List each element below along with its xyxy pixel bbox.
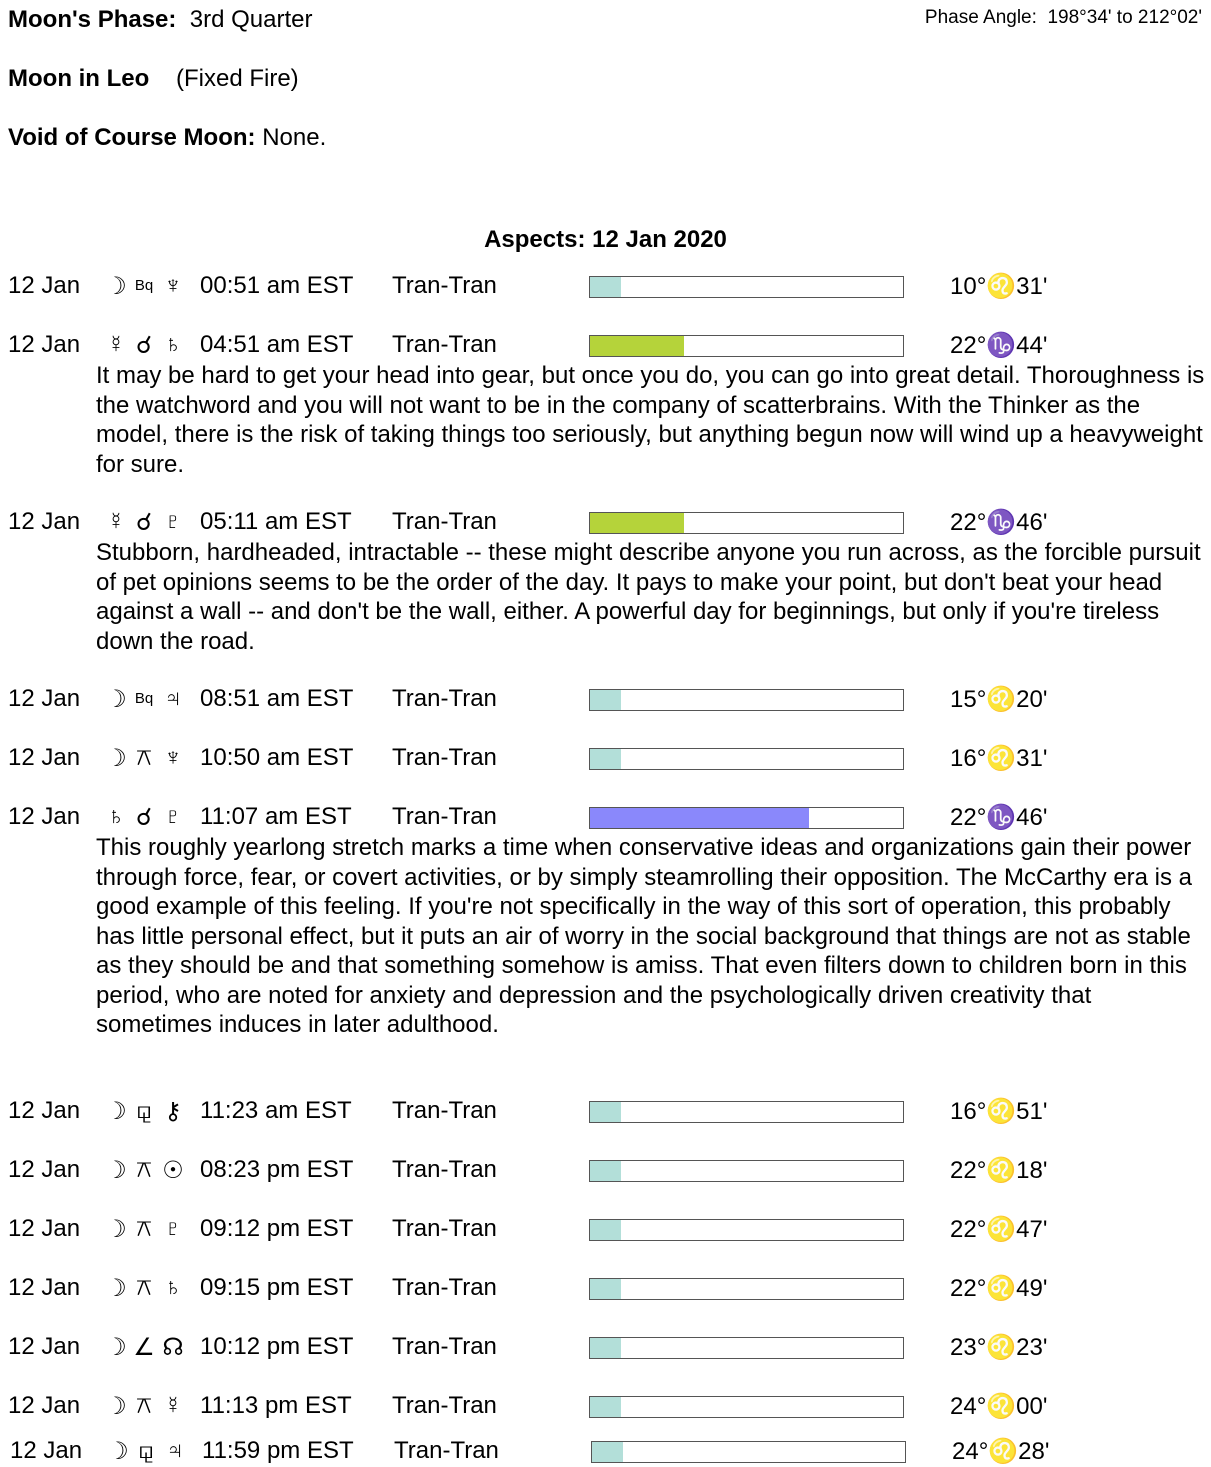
chiron-icon: ⚷: [164, 1098, 182, 1125]
aspect-type: Tran-Tran: [392, 272, 497, 299]
saturn-icon: ♄: [107, 803, 125, 830]
phase-angle: [925, 7, 1202, 29]
aspect-time: 11:23 am EST: [200, 1097, 352, 1124]
aspect-row: [0, 1215, 1211, 1245]
neptune-icon: ♆: [164, 272, 182, 299]
aspect-description: This roughly yearlong stretch marks a time when conservative ideas and organizations gain their power through force, fear, or covert activities, or by simply steamrolling their opposition. The McCarthy era is a good example of this feeling. If you're not specifically in the way of this sort of operation, this probably has little personal effect, but it puts an air of worry in the social background that things are not as stable as they should be and that something somehow is amiss. That even filters down to children born in this period, who are noted for anxiety and depression and the psychologically driven creativity that sometimes induces in later adulthood.: [96, 834, 1193, 1038]
strength-bar: [589, 1337, 904, 1359]
quincunx-icon: ⚻: [136, 1274, 152, 1301]
moon-sign-line: [8, 65, 299, 93]
strength-bar-fill: [590, 277, 621, 297]
aspect-time: 09:15 pm EST: [200, 1274, 354, 1301]
mercury-icon: ☿: [164, 1392, 182, 1419]
moon-phase-value: 3rd Quarter: [189, 6, 313, 33]
quincunx-icon: ⚻: [136, 744, 152, 771]
aspect-row: [0, 508, 1211, 538]
aspect-row: [0, 1274, 1211, 1304]
strength-bar-fill: [590, 513, 684, 533]
aspects-title: Aspects: 12 Jan 2020: [484, 226, 727, 253]
strength-bar-fill: [590, 336, 684, 356]
saturn-icon: ♄: [164, 331, 182, 358]
strength-bar-fill: [590, 1279, 621, 1299]
aspect-type: Tran-Tran: [392, 508, 497, 535]
aspect-position: 24°♌00': [950, 1393, 1048, 1420]
aspect-time: 11:13 pm EST: [200, 1392, 352, 1419]
aspect-type: Tran-Tran: [394, 1437, 499, 1464]
conjunction-icon: ☌: [135, 509, 153, 536]
aspect-date: 12 Jan: [8, 685, 81, 712]
strength-bar: [589, 1396, 904, 1418]
neptune-icon: ♆: [164, 744, 182, 771]
aspect-date: 12 Jan: [8, 331, 81, 358]
aspect-date: 12 Jan: [8, 1215, 81, 1242]
pluto-icon: ♇: [164, 1215, 182, 1242]
aspect-position: 10°♌31': [950, 273, 1048, 300]
aspect-time: 10:50 am EST: [200, 744, 354, 771]
strength-bar: [589, 1101, 904, 1123]
semisquare-icon: ∠: [133, 1334, 155, 1361]
strength-bar-fill: [590, 1220, 621, 1240]
aspect-type: Tran-Tran: [392, 1274, 497, 1301]
aspect-position: 23°♌23': [950, 1334, 1048, 1361]
saturn-icon: ♄: [164, 1274, 182, 1301]
aspect-row: [0, 272, 1211, 302]
sesquiquadrate-icon: ⚼: [135, 1097, 153, 1124]
aspect-position: 16°♌51': [950, 1098, 1048, 1125]
mercury-icon: ☿: [107, 508, 125, 535]
sun-icon: ☉: [162, 1157, 184, 1184]
jupiter-icon: ♃: [164, 685, 182, 712]
biquintile-icon: Bq: [134, 690, 154, 707]
strength-bar: [589, 335, 904, 357]
aspect-type: Tran-Tran: [392, 803, 497, 830]
aspect-date: 12 Jan: [8, 1392, 81, 1419]
pluto-icon: ♇: [164, 508, 182, 535]
moon-icon: ☽: [105, 1334, 127, 1361]
aspect-time: 10:12 pm EST: [200, 1333, 354, 1360]
aspect-position: 22°♌49': [950, 1275, 1048, 1302]
aspect-position: 15°♌20': [950, 686, 1048, 713]
strength-bar-fill: [590, 749, 621, 769]
strength-bar-fill: [590, 1397, 621, 1417]
aspect-type: Tran-Tran: [392, 744, 497, 771]
aspect-date: 12 Jan: [8, 803, 81, 830]
aspect-time: 11:07 am EST: [200, 803, 352, 830]
strength-bar-fill: [590, 808, 809, 828]
north-node-icon: ☊: [162, 1334, 184, 1361]
moon-icon: ☽: [105, 1275, 127, 1302]
aspect-type: Tran-Tran: [392, 1215, 497, 1242]
strength-bar-fill: [590, 1161, 621, 1181]
aspect-position: 22°♑46': [950, 804, 1048, 831]
jupiter-icon: ♃: [166, 1437, 184, 1464]
strength-bar: [589, 807, 904, 829]
aspect-date: 12 Jan: [10, 1437, 83, 1464]
aspect-date: 12 Jan: [8, 508, 81, 535]
moon-icon: ☽: [105, 273, 127, 300]
aspect-position: 22°♌18': [950, 1157, 1048, 1184]
moon-icon: ☽: [105, 745, 127, 772]
void-of-course-value: None.: [262, 124, 327, 151]
moon-icon: ☽: [105, 1157, 127, 1184]
aspect-type: Tran-Tran: [392, 1156, 497, 1183]
aspect-position: 22°♌47': [950, 1216, 1048, 1243]
aspect-date: 12 Jan: [8, 1274, 81, 1301]
aspect-time: 09:12 pm EST: [200, 1215, 354, 1242]
moon-sign-value: (Fixed Fire): [175, 65, 299, 92]
aspect-row: [0, 803, 1211, 833]
moon-phase-label: Moon's Phase:: [8, 6, 177, 33]
quincunx-icon: ⚻: [136, 1392, 152, 1419]
void-of-course-label: Void of Course Moon:: [8, 124, 256, 151]
strength-bar: [589, 512, 904, 534]
aspect-date: 12 Jan: [8, 1333, 81, 1360]
aspect-time: 04:51 am EST: [200, 331, 354, 358]
strength-bar: [589, 1219, 904, 1241]
strength-bar: [589, 276, 904, 298]
aspect-position: 24°♌28': [952, 1438, 1050, 1465]
conjunction-icon: ☌: [135, 804, 153, 831]
strength-bar-fill: [590, 1102, 621, 1122]
strength-bar-fill: [590, 690, 621, 710]
phase-angle-label: Phase Angle:: [924, 7, 1037, 28]
strength-bar: [591, 1441, 906, 1463]
strength-bar: [589, 1160, 904, 1182]
aspect-time: 05:11 am EST: [200, 508, 352, 535]
aspect-description: Stubborn, hardheaded, intractable -- these might describe anyone you run across, as the forcible pursuit of pet opinions seems to be the order of the day. It pays to make your point, but don't beat your head against a wall -- and don't be the wall, either. A powerful day for beginnings, but only if you're tireless down the road.: [96, 539, 1201, 655]
strength-bar-fill: [592, 1442, 623, 1462]
aspect-date: 12 Jan: [8, 1097, 81, 1124]
pluto-icon: ♇: [164, 803, 182, 830]
aspect-row: [0, 744, 1211, 774]
aspect-row: [0, 1156, 1211, 1186]
aspect-position: 22°♑44': [950, 332, 1048, 359]
void-of-course-line: [8, 124, 326, 152]
aspect-time: 08:23 pm EST: [200, 1156, 354, 1183]
strength-bar: [589, 1278, 904, 1300]
aspect-row: [2, 1437, 1211, 1467]
aspect-type: Tran-Tran: [392, 1392, 497, 1419]
moon-icon: ☽: [105, 1216, 127, 1243]
biquintile-icon: Bq: [134, 277, 154, 294]
strength-bar: [589, 748, 904, 770]
conjunction-icon: ☌: [135, 332, 153, 359]
aspect-date: 12 Jan: [8, 272, 81, 299]
aspect-time: 08:51 am EST: [200, 685, 354, 712]
aspect-row: [0, 1392, 1211, 1422]
sesquiquadrate-icon: ⚼: [137, 1437, 155, 1464]
moon-icon: ☽: [105, 1393, 127, 1420]
aspect-position: 16°♌31': [950, 745, 1048, 772]
aspect-row: [0, 1097, 1211, 1127]
moon-icon: ☽: [105, 1098, 127, 1125]
aspect-type: Tran-Tran: [392, 1097, 497, 1124]
aspect-description: It may be hard to get your head into gear, but once you do, you can go into great detail. Thoroughness is the watchword and you will not want to be in the company of scatterbrains. With the Thinker as the model, there is the risk of taking things too seriously, but anything begun now will wind up a heavyweight for sure.: [96, 362, 1205, 478]
aspect-row: [0, 1333, 1211, 1363]
quincunx-icon: ⚻: [136, 1156, 152, 1183]
moon-icon: ☽: [105, 686, 127, 713]
phase-angle-value: 198°34' to 212°02': [1047, 7, 1202, 28]
moon-sign-label: Moon in Leo: [8, 65, 150, 92]
aspect-date: 12 Jan: [8, 1156, 81, 1183]
aspect-type: Tran-Tran: [392, 685, 497, 712]
mercury-icon: ☿: [107, 331, 125, 358]
strength-bar-fill: [590, 1338, 621, 1358]
strength-bar: [589, 689, 904, 711]
aspect-type: Tran-Tran: [392, 1333, 497, 1360]
aspect-row: [0, 331, 1211, 361]
aspect-time: 00:51 am EST: [200, 272, 354, 299]
aspect-time: 11:59 pm EST: [202, 1437, 354, 1464]
aspect-row: [0, 685, 1211, 715]
moon-phase-line: [8, 6, 312, 34]
aspect-type: Tran-Tran: [392, 331, 497, 358]
aspect-date: 12 Jan: [8, 744, 81, 771]
moon-icon: ☽: [107, 1438, 129, 1465]
quincunx-icon: ⚻: [136, 1215, 152, 1242]
aspect-position: 22°♑46': [950, 509, 1048, 536]
